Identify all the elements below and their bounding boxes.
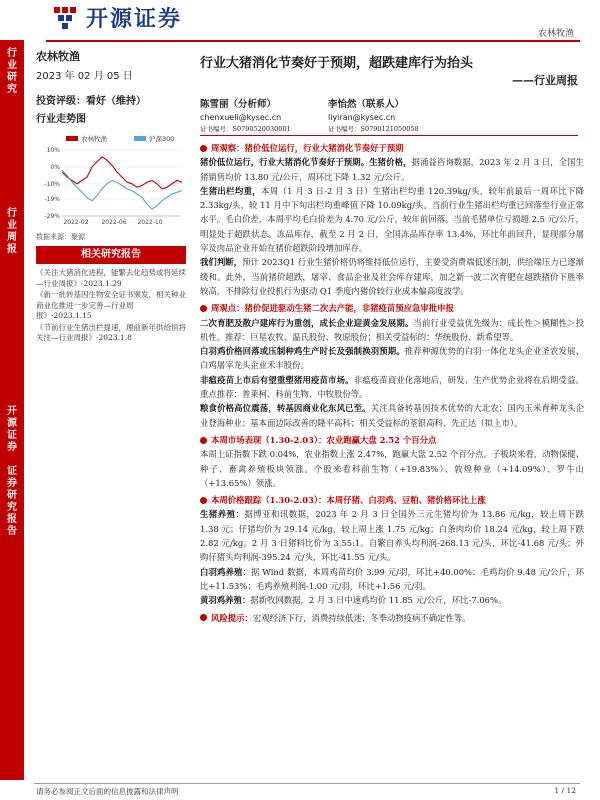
paragraph	[200, 447, 584, 490]
related-reports-header: 相关研究报告	[36, 246, 186, 264]
paragraph-text: 据博亚和讯数据，2023 年 2 月 3 日全国外三元生猪均价为 13.86 元/kg，较上周下跌 1.38 元；仔猪均价为 29.14 元/kg，较上周上涨 1.75 元/kg；白条肉均价 18.24 元/kg，较上周下跌 2.82 元/kg。2 月 3 日猪料比价为 3.55:1。自繁自养头均利润-268.13 元/头，环比-41.68 元/头；外购仔猪头均利润-395.24 元/头，环比-41.55 元/头。	[200, 509, 585, 563]
section-heading-tail: 宏观经济下行，消费持续低迷；冬季动物疫病不确定性等。	[252, 612, 471, 623]
paragraph-lead: 生猪养殖：	[200, 509, 245, 520]
paragraph-lead: 白羽鸡价格回落或压制种鸡生产时长及强制换羽预期。	[200, 346, 405, 357]
bullet-icon	[200, 614, 207, 621]
paragraph-lead: 猪价低位运行，行业大猪消化节奏好于预期。生猪价格，	[200, 157, 412, 168]
author-cert: 证书编号：S0790520030001	[200, 125, 291, 133]
paragraph-text: 推荐种源优势的白羽一体化龙头企业圣农发展、白鸡屠宰龙头企业禾丰股份。	[200, 346, 585, 371]
paragraph-lead: 白羽鸡养殖：	[200, 566, 251, 577]
authors-divider	[200, 135, 578, 136]
author-email[interactable]: chenxueli@kysec.cn	[200, 113, 282, 122]
header-category: 农林牧渔	[537, 29, 574, 39]
paragraph-text: 据涌益咨询数据，2023 年 2 月 3 日，全国生猪销售均价 13.80 元/公斤，周环比下降 1.32 元/公斤。	[200, 157, 585, 182]
paragraph-text: 关注具备转基因技术优势的大北农；国内玉米育种龙头企业登海种业；基本面边际改善的隆平高科；相关受益标的荃银高科、先正达（拟上市）。	[200, 403, 585, 428]
report-subtitle: ——行业周报	[512, 74, 578, 87]
paragraph	[200, 401, 584, 430]
x-tick-label: 2022-02	[63, 219, 89, 226]
page-number: 1 / 12	[554, 786, 576, 795]
paragraph	[200, 565, 584, 594]
paragraph-text: 当前行业受益优先级为：成长性＞模糊性＞投机性。推荐：巨星农牧、温氏股份、牧原股份；相关受益标的：华统股份、新希望等。	[200, 317, 584, 342]
bullet-icon	[200, 437, 207, 444]
paragraph-lead: 粮食价格高位震荡，转基因商业化东风已至。	[200, 403, 371, 414]
paragraph	[200, 507, 584, 564]
chart-source: 数据来源：聚源	[36, 233, 85, 241]
authors-block	[200, 96, 580, 136]
paragraph	[200, 344, 584, 373]
related-reports-list	[36, 268, 186, 345]
report-body	[200, 138, 584, 625]
x-tick-label: 2022-10	[137, 219, 163, 226]
legend-label: 农林牧渔	[81, 135, 107, 143]
brand-logo-icon	[52, 4, 78, 30]
footer-divider	[34, 783, 580, 784]
author-cert: 证书编号：S0790121050058	[328, 125, 419, 133]
section-heading-text: 本周价格跟踪（1.30-2.03）：本周仔猪、白羽鸡、豆粕、猪价格环比上涨	[211, 495, 486, 506]
y-tick-label: -29%	[44, 213, 60, 220]
y-tick-label: 0%	[50, 163, 60, 171]
paragraph	[200, 316, 584, 345]
paragraph-text: 非瘟疫苗商业化落地后，研发、生产优势企业将在后期受益。重点推荐：普莱柯、科前生物、中牧股份等。	[200, 374, 585, 400]
report-title: 行业大猪消化节奏好于预期，超跌建库行为抬头	[200, 56, 474, 71]
y-tick-label: -10%	[44, 180, 60, 188]
section-heading	[200, 301, 584, 315]
paragraph	[200, 373, 584, 402]
sidebar-label-research: 行 业 研 究	[7, 48, 17, 95]
side-bar	[0, 40, 24, 780]
report-date: 2023 年 02 月 05 日	[36, 71, 133, 82]
legend-swatch	[66, 136, 78, 141]
section-heading	[200, 141, 584, 155]
brand-name: 开源证券	[86, 6, 183, 32]
section-heading	[200, 433, 584, 447]
paragraph-text: 本周（1 月 3 日-2 月 3 日）生猪出栏均重 120.39kg/头，较年前最后一周环比下降 2.33kg/头，较 11 月中下旬出栏均重峰值下降 10.09kg/头。当前行业生猪出栏均重已回落至行业正常水平。毛白价差，本周平均毛白价差为 4.70 元/公斤，较年前回落。当前毛猪单位亏损超 2.5 元/公斤，明显处于超跌状态。冻品库存，截至 2 月 2 日，全国冻品库存率 13.4%，环比年前回升，显现部分屠宰及肉品企业开始在猪价超跌阶段增加库存。	[200, 185, 584, 254]
bullet-icon	[200, 145, 207, 152]
brand-logo	[52, 2, 182, 32]
author-1	[200, 96, 291, 133]
author-2	[328, 96, 419, 133]
paragraph-lead: 我们判断，	[200, 257, 243, 268]
left-column	[36, 48, 186, 125]
paragraph	[200, 593, 584, 607]
left-category: 农林牧渔	[36, 50, 80, 63]
sidebar-label-broker: 开 源 证 券 证 券 研 究 报 告	[7, 406, 17, 537]
section-heading-text: 风险提示：	[211, 612, 253, 623]
paragraph	[200, 155, 584, 184]
legend-label: 沪深300	[149, 135, 175, 143]
author-name: 陈雪丽（分析师）	[200, 99, 277, 110]
y-tick-label: -19%	[44, 196, 60, 204]
paragraph	[200, 184, 584, 255]
series-line-hs300	[62, 170, 182, 209]
paragraph-lead: 生猪出栏均重，	[200, 185, 261, 196]
related-report-item[interactable]: 《节前行业生猪出栏提速，理前新年供给恒将关注—行业周报》-2023.1.8	[36, 322, 186, 342]
paragraph-lead: 黄羽鸡养殖：	[200, 595, 251, 606]
paragraph-text: 据新牧网数据，2 月 3 日中速鸡均价 11.85 元/公斤，环比-7.06%。	[250, 595, 507, 606]
paragraph-lead: 非瘟疫苗上市后有望重塑猪用疫苗市场。	[200, 374, 354, 385]
investment-rating: 投资评级：看好（维持）	[36, 96, 146, 107]
section-heading-text: 本周市场表现（1.30-2.03）：农业跑赢大盘 2.52 个百分点	[211, 434, 437, 445]
section-heading-text: 周观点：猪价促进驱动生猪二次去产能，非猪疫苗预应急审批申报	[211, 303, 454, 314]
trend-chart-svg	[36, 132, 186, 232]
section-heading	[200, 611, 584, 625]
paragraph-text: 据 Wind 数据，本周鸡苗均价 3.99 元/羽，环比+40.00%；毛鸡均价 9.48 元/公斤，环比+11.53%；毛鸡养殖利润-1.00 元/羽，环比+1.56 元/羽。	[200, 566, 584, 591]
author-email[interactable]: liyiran@kysec.cn	[328, 113, 396, 122]
x-tick-label: 2022-06	[101, 219, 127, 226]
section-heading	[200, 493, 584, 507]
paragraph-text: 本周上证指数下跌 0.04%，农业指数上涨 2.47%，跑赢大盘 2.52 个百分点。子板块来看，动物保健、种子、畜禽养殖板块领涨。个股来看科前生物（+19.83%）、敦煌种业（+14.09%）、罗牛山（+13.65%）领涨。	[200, 449, 585, 488]
trend-chart	[36, 132, 186, 232]
trend-chart-title: 行业走势图	[36, 114, 86, 125]
paragraph-text: 预计 2023Q1 行业生猪价格仍将维持低位运行，主要受消费端低迷压制，供给端压力已逐渐缓和。此外，当前猪价超跌，屠宰、食品企业及社会库存建库，加之新一波二次育肥在超跌猪价下胜率较高，不排除行业投机行为驱动 Q1 季度内猪价较行业成本偏高度波学。	[200, 257, 584, 296]
paragraph-lead: 二次育肥及散户建库行为重创，成长企业迎黄金发展期。	[200, 317, 414, 328]
y-tick-label: 10%	[46, 147, 60, 154]
bullet-icon	[200, 305, 207, 312]
header-divider	[46, 40, 580, 42]
sidebar-label-weekly: 行 业 周 报	[7, 208, 17, 255]
related-report-item[interactable]: 《关注大猪消化进程，能繁去化趋势或将延续—行业周报》-2023.1.29	[36, 268, 186, 288]
legend-swatch	[134, 136, 146, 141]
bullet-icon	[200, 497, 207, 504]
author-name: 李怡然（联系人）	[328, 99, 405, 110]
footer-disclaimer: 请务必参阅正文后面的信息披露和法律声明	[36, 787, 179, 796]
related-report-item[interactable]: 《新一批转基因生物安全证书颁发，相关种业商业化推进一步完善—行业周报》-2023.1.15	[36, 290, 186, 320]
section-heading-text: 周观察：猪价低位运行，行业大猪消化节奏好于预期	[211, 143, 404, 153]
paragraph	[200, 255, 584, 298]
